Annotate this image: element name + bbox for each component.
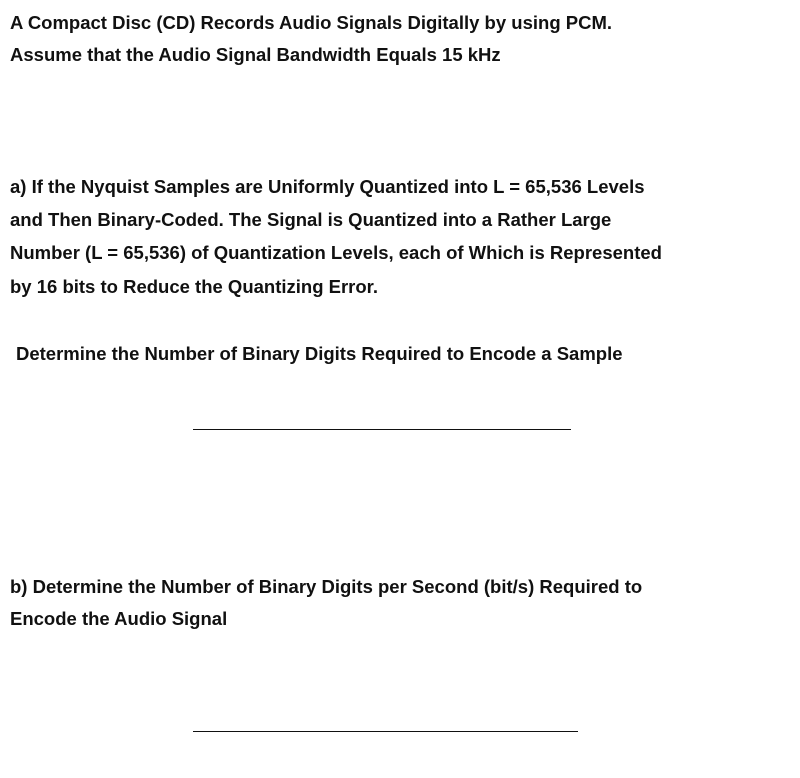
part-a-line: and Then Binary-Coded. The Signal is Quantized into a Rather Large xyxy=(10,209,612,230)
intro-line: A Compact Disc (CD) Records Audio Signals Digitally by using PCM. xyxy=(10,12,613,33)
part-a-line: Number (L = 65,536) of Quantization Levels, each of Which is Represented xyxy=(10,242,662,263)
answer-blank-a[interactable] xyxy=(193,429,571,430)
intro-line: Assume that the Audio Signal Bandwidth Equals 15 kHz xyxy=(10,44,501,65)
answer-blank-b[interactable] xyxy=(193,731,578,732)
part-b-line: b) Determine the Number of Binary Digits per Second (bit/s) Required to xyxy=(10,576,643,597)
part-b-line: Encode the Audio Signal xyxy=(10,608,228,629)
part-a-question: Determine the Number of Binary Digits Required to Encode a Sample xyxy=(16,343,623,364)
part-a-line: by 16 bits to Reduce the Quantizing Error. xyxy=(10,276,379,297)
part-a-line: a) If the Nyquist Samples are Uniformly Quantized into L = 65,536 Levels xyxy=(10,176,645,197)
